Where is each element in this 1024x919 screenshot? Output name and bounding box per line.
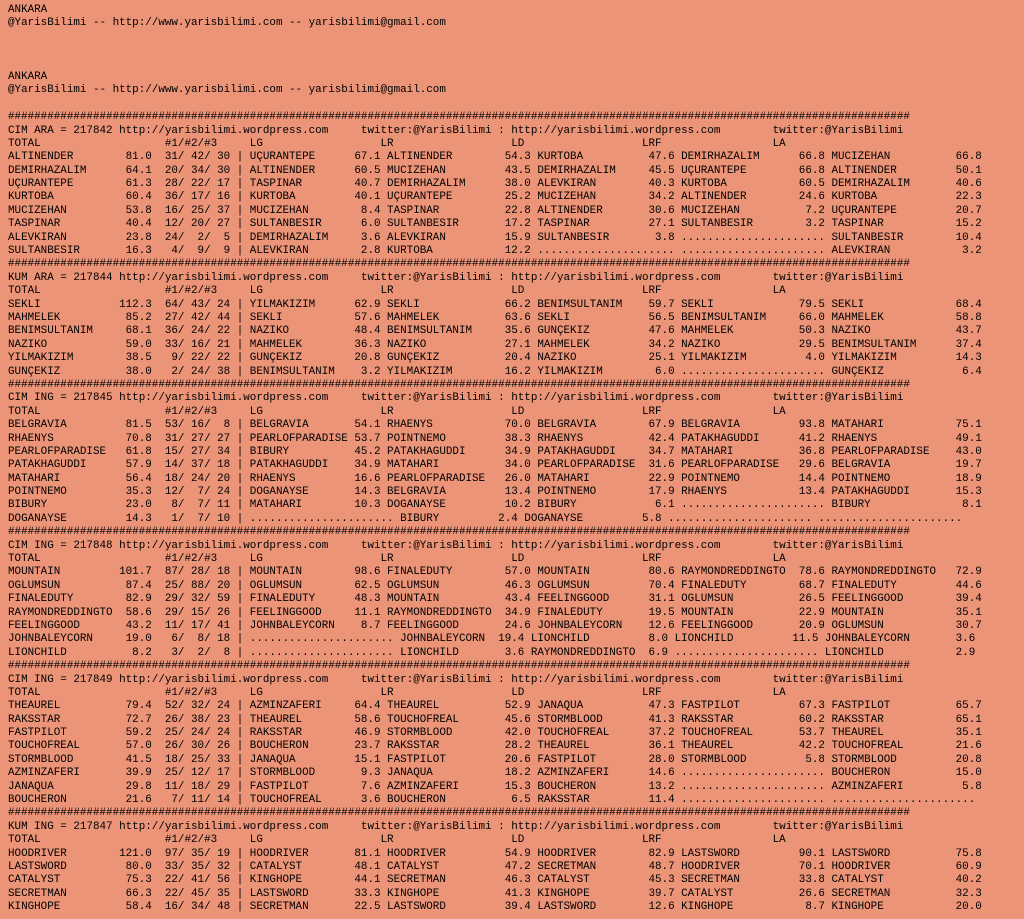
header-line [8,58,1024,71]
table-row: MAHMELEK 85.2 27/ 42/ 44 | SEKLI 57.6 MAHMELEK 63.6 SEKLI 56.5 BENIMSULTANIM 66.0 MAHMELEK 58.8 [8,311,982,324]
header-line: ANKARA [8,4,48,16]
table-row: STORMBLOOD 41.5 18/ 25/ 33 | JANAQUA 15.1 FASTPILOT 20.6 FASTPILOT 28.0 STORMBLOOD 5.8 STORMBLOOD 20.8 [8,753,982,766]
header-line: @YarisBilimi -- http://www.yarisbilimi.com -- yarisbilimi@gmail.com [8,17,446,30]
column-header: TOTAL #1/#2/#3 LG LR LD LRF LA [8,285,786,298]
column-header: TOTAL #1/#2/#3 LG LR LD LRF LA [8,553,786,566]
table-row: FEELINGGOOD 43.2 11/ 17/ 41 | JOHNBALEYCORN 8.7 FEELINGGOOD 24.6 JOHNBALEYCORN 12.6 FEELINGGOOD 20.9 OGLUMSUN 30.7 [8,619,982,632]
table-row: SULTANBESIR 16.3 4/ 9/ 9 | ALEVKIRAN 2.8 KURTOBA 12.2 ..................... ...................... ALEVKIRAN 3.2 [8,245,982,258]
table-row: DOGANAYSE 14.3 1/ 7/ 10 | ...................... BIBURY 2.4 DOGANAYSE 5.8 ...................... ...................... [8,512,963,525]
table-row: JOHNBALEYCORN 19.0 6/ 8/ 18 | ...................... JOHNBALEYCORN 19.4 LIONCHILD 8.0 LIONCHILD 11.5 JOHNBALEYCORN 3.6 [8,633,976,646]
table-row: MUCIZEHAN 53.8 16/ 25/ 37 | MUCIZEHAN 8.4 TASPINAR 22.8 ALTINENDER 30.6 MUCIZEHAN 7.2 UÇURANTEPE 20.7 [8,204,982,217]
table-row: KINGHOPE 58.4 16/ 34/ 48 | SECRETMAN 22.5 LASTSWORD 39.4 LASTSWORD 12.6 KINGHOPE 8.7 KINGHOPE 20.0 [8,901,982,914]
column-header: TOTAL #1/#2/#3 LG LR LD LRF LA [8,834,786,847]
column-header: TOTAL #1/#2/#3 LG LR LD LRF LA [8,686,786,699]
race-header: CIM ING = 217849 http://yarisbilimi.wordpress.com twitter:@YarisBilimi : http://yarisbilimi.wordpress.com twitter:@YarisBilimi [8,673,904,686]
separator-line: ########################################################################################################################################## [8,526,910,539]
table-row: MATAHARI 56.4 18/ 24/ 20 | RHAENYS 16.6 PEARLOFPARADISE 26.0 MATAHARI 22.9 POINTNEMO 14.4 POINTNEMO 18.9 [8,472,982,485]
separator-line: ########################################################################################################################################## [8,258,910,271]
table-row: BIBURY 23.0 8/ 7/ 11 | MATAHARI 10.3 DOGANAYSE 10.2 BIBURY 6.1 ...................... BIBURY 8.1 [8,499,982,512]
header-line: ANKARA [8,70,48,83]
separator-line: ########################################################################################################################################## [8,807,910,820]
table-row: PEARLOFPARADISE 61.8 15/ 27/ 34 | BIBURY 45.2 PATAKHAGUDDI 34.9 PATAKHAGUDDI 34.7 MATAHARI 36.8 PEARLOFPARADISE 43.0 [8,445,982,458]
header-line [8,98,1024,111]
header-line [8,31,1024,44]
table-row: BELGRAVIA 81.5 53/ 16/ 8 | BELGRAVIA 54.1 RHAENYS 70.0 BELGRAVIA 67.9 BELGRAVIA 93.8 MATAHARI 75.1 [8,419,982,432]
table-row: UÇURANTEPE 61.3 28/ 22/ 17 | TASPINAR 40.7 DEMIRHAZALIM 38.0 ALEVKIRAN 40.3 KURTOBA 60.5 DEMIRHAZALIM 40.6 [8,178,982,191]
table-row: LIONCHILD 8.2 3/ 2/ 8 | ...................... LIONCHILD 3.6 RAYMONDREDDINGTO 6.9 ...................... LIONCHILD 2.9 [8,646,976,659]
separator-line: ########################################################################################################################################## [8,378,910,391]
table-row: SECRETMAN 66.3 22/ 45/ 35 | LASTSWORD 33.3 KINGHOPE 41.3 KINGHOPE 39.7 CATALYST 26.6 SECRETMAN 32.3 [8,887,982,900]
table-row: LASTSWORD 80.0 33/ 35/ 32 | CATALYST 48.1 CATALYST 47.2 SECRETMAN 48.7 HOODRIVER 70.1 HOODRIVER 60.9 [8,861,982,873]
column-header: TOTAL #1/#2/#3 LG LR LD LRF LA [8,137,786,150]
table-row: HOODRIVER 121.0 97/ 35/ 19 | HOODRIVER 81.1 HOODRIVER 54.9 HOODRIVER 82.9 LASTSWORD 90.1 LASTSWORD 75.8 [8,847,982,860]
table-row: AZMINZAFERI 39.9 25/ 12/ 17 | STORMBLOOD 9.3 JANAQUA 18.2 AZMINZAFERI 14.6 ...................... BOUCHERON 15.0 [8,767,982,780]
table-row: BOUCHERON 21.6 7/ 11/ 14 | TOUCHOFREAL 3.6 BOUCHERON 6.5 RAKSSTAR 11.4 ...................... ...................... [8,794,976,807]
table-row: RAKSSTAR 72.7 26/ 38/ 23 | THEAUREL 58.6 TOUCHOFREAL 45.6 STORMBLOOD 41.3 RAKSSTAR 60.2 RAKSSTAR 65.1 [8,713,982,726]
separator-line: ########################################################################################################################################## [8,111,910,124]
table-row: TASPINAR 40.4 12/ 20/ 27 | SULTANBESIR 6.0 SULTANBESIR 17.2 TASPINAR 27.1 SULTANBESIR 3.2 TASPINAR 15.2 [8,218,982,231]
table-row: PATAKHAGUDDI 57.9 14/ 37/ 18 | PATAKHAGUDDI 34.9 MATAHARI 34.0 PEARLOFPARADISE 31.6 PEARLOFPARADISE 29.6 BELGRAVIA 19.7 [8,459,982,472]
table-row: YILMAKIZIM 38.5 9/ 22/ 22 | GÜNÇEKIZ 20.8 GÜNÇEKIZ 20.4 NAZIKO 25.1 YILMAKIZIM 4.0 YILMAKIZIM 14.3 [8,352,982,365]
table-row: POINTNEMO 35.3 12/ 7/ 24 | DOGANAYSE 14.3 BELGRAVIA 13.4 POINTNEMO 17.9 RHAENYS 13.4 PATAKHAGUDDI 15.3 [8,486,982,499]
table-row: CATALYST 75.3 22/ 41/ 56 | KINGHOPE 44.1 SECRETMAN 46.3 CATALYST 45.3 SECRETMAN 33.8 CATALYST 40.2 [8,874,982,887]
table-row: NAZIKO 59.0 33/ 16/ 21 | MAHMELEK 36.3 NAZIKO 27.1 MAHMELEK 34.2 NAZIKO 29.5 BENIMSULTANIM 37.4 [8,338,982,351]
table-row: FASTPILOT 59.2 25/ 24/ 24 | RAKSSTAR 46.9 STORMBLOOD 42.0 TOUCHOFREAL 37.2 TOUCHOFREAL 53.7 THEAUREL 35.1 [8,727,982,740]
table-row: SEKLI 112.3 64/ 43/ 24 | YILMAKIZIM 62.9 SEKLI 66.2 BENIMSULTANIM 59.7 SEKLI 79.5 SEKLI 68.4 [8,298,982,311]
header-line: @YarisBilimi -- http://www.yarisbilimi.com -- yarisbilimi@gmail.com [8,84,446,97]
race-header: KUM ARA = 217844 http://yarisbilimi.wordpress.com twitter:@YarisBilimi : http://yarisbilimi.wordpress.com twitter:@YarisBilimi [8,271,904,284]
table-row: JANAQUA 29.8 11/ 18/ 29 | FASTPILOT 7.6 AZMINZAFERI 15.3 BOUCHERON 13.2 ...................... AZMINZAFERI 5.8 [8,780,982,793]
table-row: DEMIRHAZALIM 64.1 20/ 34/ 30 | ALTINENDER 60.5 MUCIZEHAN 43.5 DEMIRHAZALIM 45.5 UÇURANTEPE 66.8 ALTINENDER 50.1 [8,164,982,177]
column-header: TOTAL #1/#2/#3 LG LR LD LRF LA [8,405,786,418]
race-header: CIM ING = 217845 http://yarisbilimi.wordpress.com twitter:@YarisBilimi : http://yarisbilimi.wordpress.com twitter:@YarisBilimi [8,392,904,405]
table-row: RHAENYS 70.8 31/ 27/ 27 | PEARLOFPARADISE 53.7 POINTNEMO 38.3 RHAENYS 42.4 PATAKHAGUDDI 41.2 RHAENYS 49.1 [8,432,982,445]
table-row: FINALEDUTY 82.9 29/ 32/ 59 | FINALEDUTY 48.3 MOUNTAIN 43.4 FEELINGGOOD 31.1 OGLUMSUN 26.5 FEELINGGOOD 39.4 [8,593,982,606]
header-line [8,44,1024,57]
table-row: ALEVKIRAN 23.8 24/ 2/ 5 | DEMIRHAZALIM 3.6 ALEVKIRAN 15.9 SULTANBESIR 3.8 ...................... SULTANBESIR 10.4 [8,231,982,244]
table-row: THEAUREL 79.4 52/ 32/ 24 | AZMINZAFERI 64.4 THEAUREL 52.9 JANAQUA 47.3 FASTPILOT 67.3 FASTPILOT 65.7 [8,700,982,713]
table-row: MOUNTAIN 101.7 87/ 28/ 18 | MOUNTAIN 98.6 FINALEDUTY 57.0 MOUNTAIN 80.6 RAYMONDREDDINGTO 78.6 RAYMONDREDDINGTO 72.9 [8,566,982,579]
table-row: RAYMONDREDDINGTO 58.6 29/ 15/ 26 | FEELINGGOOD 11.1 RAYMONDREDDINGTO 34.9 FINALEDUTY 19.5 MOUNTAIN 22.9 MOUNTAIN 35.1 [8,606,982,619]
table-row: ALTINENDER 81.0 31/ 42/ 30 | UÇURANTEPE 67.1 ALTINENDER 54.3 KURTOBA 47.6 DEMIRHAZALIM 66.8 MUCIZEHAN 66.8 [8,151,982,164]
table-row: TOUCHOFREAL 57.0 26/ 30/ 26 | BOUCHERON 23.7 RAKSSTAR 28.2 THEAUREL 36.1 THEAUREL 42.2 TOUCHOFREAL 21.6 [8,740,982,753]
table-row: OGLUMSUN 87.4 25/ 88/ 20 | OGLUMSUN 62.5 OGLUMSUN 46.3 OGLUMSUN 70.4 FINALEDUTY 68.7 FINALEDUTY 44.6 [8,579,982,592]
table-row: GÜNÇEKIZ 38.0 2/ 24/ 38 | BENIMSULTANIM 3.2 YILMAKIZIM 16.2 YILMAKIZIM 6.0 ...................... GÜNÇEKIZ 6.4 [8,365,982,378]
race-header: CIM ARA = 217842 http://yarisbilimi.wordpress.com twitter:@YarisBilimi : http://yarisbilimi.wordpress.com twitter:@YarisBilimi [8,124,904,137]
race-header: KUM ING = 217847 http://yarisbilimi.wordpress.com twitter:@YarisBilimi : http://yarisbilimi.wordpress.com twitter:@YarisBilimi [8,820,904,833]
table-row: BENIMSULTANIM 68.1 36/ 24/ 22 | NAZIKO 48.4 BENIMSULTANIM 35.6 GÜNÇEKIZ 47.6 MAHMELEK 50.3 NAZIKO 43.7 [8,325,982,338]
race-header: CIM ING = 217848 http://yarisbilimi.wordpress.com twitter:@YarisBilimi : http://yarisbilimi.wordpress.com twitter:@YarisBilimi [8,539,904,552]
separator-line: ########################################################################################################################################## [8,660,910,673]
table-row: KURTOBA 60.4 36/ 17/ 16 | KURTOBA 40.1 UÇURANTEPE 25.2 MUCIZEHAN 34.2 ALTINENDER 24.6 KURTOBA 22.3 [8,191,982,204]
